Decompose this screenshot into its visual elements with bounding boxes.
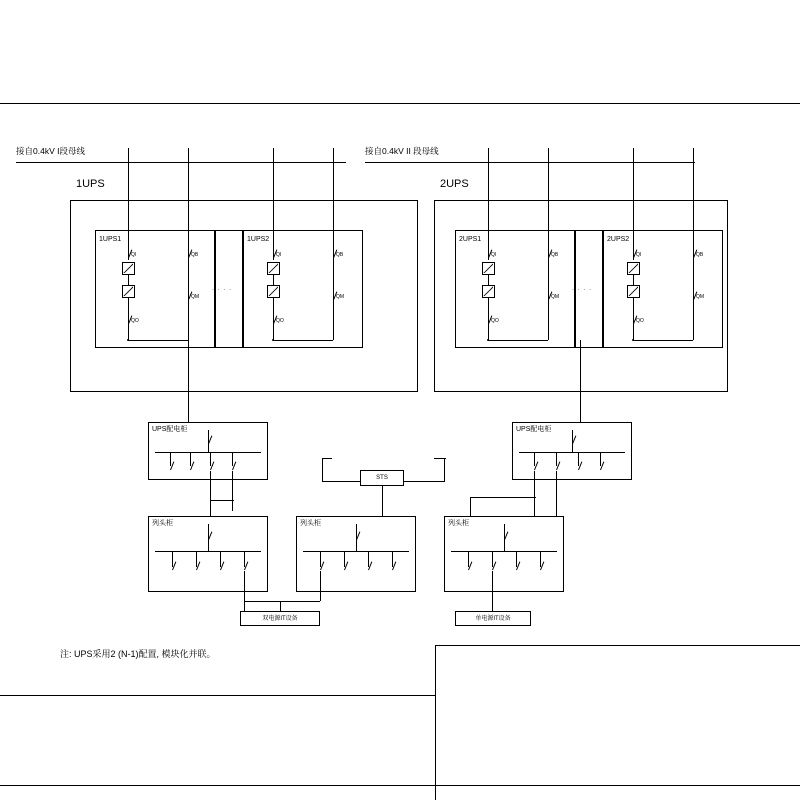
unit2-bypass-mark: QB — [336, 252, 344, 258]
unit1-maintenance-mark: QM — [191, 294, 200, 300]
right-group-out-v — [580, 340, 581, 392]
runit1-inverter — [482, 285, 495, 298]
unit1-bypass-down — [188, 302, 189, 340]
unit1-inverter — [122, 285, 135, 298]
busbar-drop-l1 — [128, 148, 129, 200]
ellipsis-left: · · · · — [212, 287, 232, 293]
inverter-slash-icon — [267, 285, 278, 296]
sheet-border-bottom — [0, 785, 800, 786]
runit2-node-a — [632, 339, 634, 341]
runit1-input-mark: QI — [491, 252, 497, 258]
runit2-out-line-a — [633, 298, 634, 314]
ups-unit-label-1ups1: 1UPS1 — [99, 236, 122, 243]
runit2-bypass-mid — [693, 260, 694, 290]
unit2-out-bus — [273, 340, 333, 341]
runit1-node-a — [487, 339, 489, 341]
ups-unit-label-2ups1: 2UPS1 — [459, 236, 482, 243]
runit1-output-mark: QO — [491, 318, 499, 324]
unit1-bypass-line — [188, 200, 189, 248]
unit2-bypass-mid — [333, 260, 334, 290]
runit2-bypass-mark: QB — [696, 252, 704, 258]
titleblock-top — [435, 645, 800, 646]
row-panel-1-bus — [155, 551, 261, 552]
left-dist-join-v — [210, 471, 211, 501]
runit1-out-line-b — [488, 326, 489, 340]
busbar-drop-r4 — [693, 148, 694, 200]
busbar-drop-l3 — [273, 148, 274, 200]
runit1-rectifier — [482, 262, 495, 275]
ups-distribution-label-left: UPS配电柜 — [152, 426, 188, 433]
right-dist-cross-h — [470, 497, 536, 498]
busbar-drop-r2 — [548, 148, 549, 200]
runit1-bypass-mark: QB — [551, 252, 559, 258]
ups-unit-frame-1ups1 — [95, 230, 215, 348]
cabinet-title-right: 2UPS — [440, 178, 469, 190]
runit1-bypass-down — [548, 302, 549, 340]
unit2-maintenance-mark: QM — [336, 294, 345, 300]
busbar-drop-l2 — [188, 148, 189, 200]
dist-right-feeder-3-v — [578, 452, 579, 466]
runit1-out-bus — [488, 340, 548, 341]
load2-feed-v — [492, 571, 493, 611]
row-panel-3-bus — [451, 551, 557, 552]
dist-left-feeder-4-v — [232, 452, 233, 466]
ups-unit-label-1ups2: 1UPS2 — [247, 236, 270, 243]
unit2-out-line-b — [273, 326, 274, 340]
unit1-rectifier — [122, 262, 135, 275]
source-label-left: 接自0.4kV I段母线 — [16, 146, 85, 156]
dist-right-feeder-1-v — [534, 452, 535, 466]
unit1-input-mark: QI — [131, 252, 137, 258]
row-panel-1-label: 列头柜 — [152, 520, 173, 527]
busbar-drop-l4 — [333, 148, 334, 200]
right-dist-cross-v — [470, 497, 471, 516]
runit1-maintenance-mark: QM — [551, 294, 560, 300]
dist-left-feeder-1-v — [170, 452, 171, 466]
runit2-dc-link — [633, 275, 634, 285]
runit1-dc-link — [488, 275, 489, 285]
ups-unit-frame-1ups2 — [243, 230, 363, 348]
runit2-input-line — [633, 200, 634, 248]
load1-feed-right-v — [320, 571, 321, 601]
busbar-drop-r1 — [488, 148, 489, 200]
titleblock-left — [435, 645, 436, 800]
sts-box: STS — [360, 470, 404, 486]
right-dist-to-row3 — [534, 471, 535, 516]
busbar-drop-r3 — [633, 148, 634, 200]
sheet-border-bottom-left — [0, 695, 435, 696]
load1-feed-h — [244, 601, 320, 602]
source-label-right: 接自0.4kV II 段母线 — [365, 146, 439, 156]
rectifier-slash-icon — [482, 262, 493, 273]
sts-feed-left-h-top — [322, 458, 332, 459]
ellipsis-right: · · · · — [572, 287, 592, 293]
dist-left-feeder-2-v — [190, 452, 191, 466]
runit1-out-line-a — [488, 298, 489, 314]
runit2-bypass-down — [693, 302, 694, 340]
unit2-output-mark: QO — [276, 318, 284, 324]
left-dist-to-row1 — [232, 471, 233, 511]
unit2-bypass-line — [333, 200, 334, 248]
runit2-out-bus — [633, 340, 693, 341]
runit1-bypass-line — [548, 200, 549, 248]
rectifier-slash-icon — [267, 262, 278, 273]
sts-out-v — [382, 486, 383, 516]
right-group-to-dist — [580, 392, 581, 422]
unit2-out-line-a — [273, 298, 274, 314]
unit1-bypass-mid — [188, 260, 189, 290]
left-dist-down — [210, 500, 211, 516]
unit2-rectifier — [267, 262, 280, 275]
rectifier-slash-icon — [627, 262, 638, 273]
ups-unit-frame-2ups2 — [603, 230, 723, 348]
runit1-input-line — [488, 200, 489, 248]
sts-feed-right-h — [404, 481, 444, 482]
runit2-rectifier — [627, 262, 640, 275]
unit2-inverter — [267, 285, 280, 298]
busbar-right — [365, 162, 695, 163]
sts-feed-right-h-top — [434, 458, 446, 459]
dist-left-feeder-3-v — [210, 452, 211, 466]
row-panel-2-label: 列头柜 — [300, 520, 321, 527]
unit1-bypass-mark: QB — [191, 252, 199, 258]
cabinet-title-left: 1UPS — [76, 178, 105, 190]
unit1-out-bus — [128, 340, 188, 341]
ups-unit-label-2ups2: 2UPS2 — [607, 236, 630, 243]
unit1-out-line-a — [128, 298, 129, 314]
right-dist-down-2 — [556, 471, 557, 516]
load1-drop — [280, 601, 281, 611]
sts-feed-right-v — [444, 458, 445, 482]
inverter-slash-icon — [482, 285, 493, 296]
unit1-output-mark: QO — [131, 318, 139, 324]
runit2-inverter — [627, 285, 640, 298]
load1-feed-left — [244, 571, 245, 611]
unit2-dc-link — [273, 275, 274, 285]
runit2-output-mark: QO — [636, 318, 644, 324]
runit1-bypass-mid — [548, 260, 549, 290]
left-dist-join-h — [210, 500, 234, 501]
busbar-left — [16, 162, 346, 163]
load-box-dual-source: 双电源IT设备 — [240, 611, 320, 626]
row-panel-2-bus — [303, 551, 409, 552]
dist-right-feeder-4-v — [600, 452, 601, 466]
inverter-slash-icon — [122, 285, 133, 296]
unit1-dc-link — [128, 275, 129, 285]
runit2-bypass-line — [693, 200, 694, 248]
runit2-maintenance-mark: QM — [696, 294, 705, 300]
unit2-input-mark: QI — [276, 252, 282, 258]
unit1-out-line-b — [128, 326, 129, 340]
unit1-input-line — [128, 200, 129, 248]
ups-unit-frame-2ups1 — [455, 230, 575, 348]
load-box-single-source: 单电源IT设备 — [455, 611, 531, 626]
left-group-out-v — [188, 340, 189, 392]
left-group-to-dist — [188, 392, 189, 422]
unit2-bypass-down — [333, 302, 334, 340]
row-panel-3-label: 列头柜 — [448, 520, 469, 527]
drawing-note: 注: UPS采用2 (N-1)配置, 模块化并联。 — [60, 649, 216, 659]
unit2-input-line — [273, 200, 274, 248]
sts-feed-left-v — [322, 458, 323, 482]
inverter-slash-icon — [627, 285, 638, 296]
sheet-border-top — [0, 103, 800, 104]
rectifier-slash-icon — [122, 262, 133, 273]
sts-feed-left-h — [322, 481, 360, 482]
runit2-input-mark: QI — [636, 252, 642, 258]
unit2-node-a — [272, 339, 274, 341]
unit1-node-a — [127, 339, 129, 341]
dist-right-feeder-2-v — [556, 452, 557, 466]
ups-distribution-label-right: UPS配电柜 — [516, 426, 552, 433]
runit2-out-line-b — [633, 326, 634, 340]
